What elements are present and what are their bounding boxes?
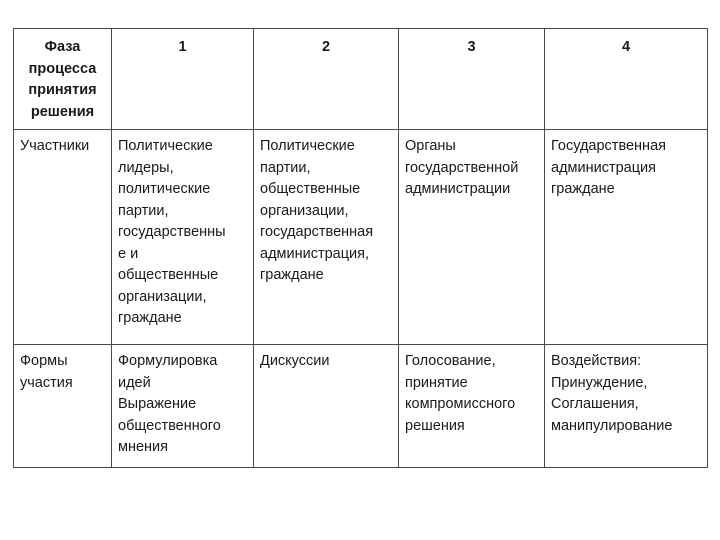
table-header-row [14, 29, 708, 130]
phases-table [13, 28, 708, 468]
table-cell: Голосование, принятие компромиссного решения [399, 345, 545, 468]
table-cell: Государственная администрация граждане [545, 130, 708, 345]
header-phase-2: 2 [254, 29, 399, 130]
table-cell: Политические партии, общественные организации, государственная администрация, граждане [254, 130, 399, 345]
header-phase-3: 3 [399, 29, 545, 130]
row-label-participants: Участники [14, 130, 112, 345]
table-row-participants [14, 130, 708, 345]
header-phase-label: Фаза процесса принятия решения [14, 29, 112, 130]
header-phase-4: 4 [545, 29, 708, 130]
table-cell: Воздействия: Принуждение, Соглашения, манипулирование [545, 345, 708, 468]
table-cell: Органы государственной администрации [399, 130, 545, 345]
table-cell: Дискуссии [254, 345, 399, 468]
table-cell: Формулировка идей Выражение общественного мнения [112, 345, 254, 468]
header-phase-1: 1 [112, 29, 254, 130]
row-label-forms: Формы участия [14, 345, 112, 468]
table-row-forms [14, 345, 708, 468]
table-cell: Политические лидеры, политические партии, государственны е и общественные организации, граждане [112, 130, 254, 345]
